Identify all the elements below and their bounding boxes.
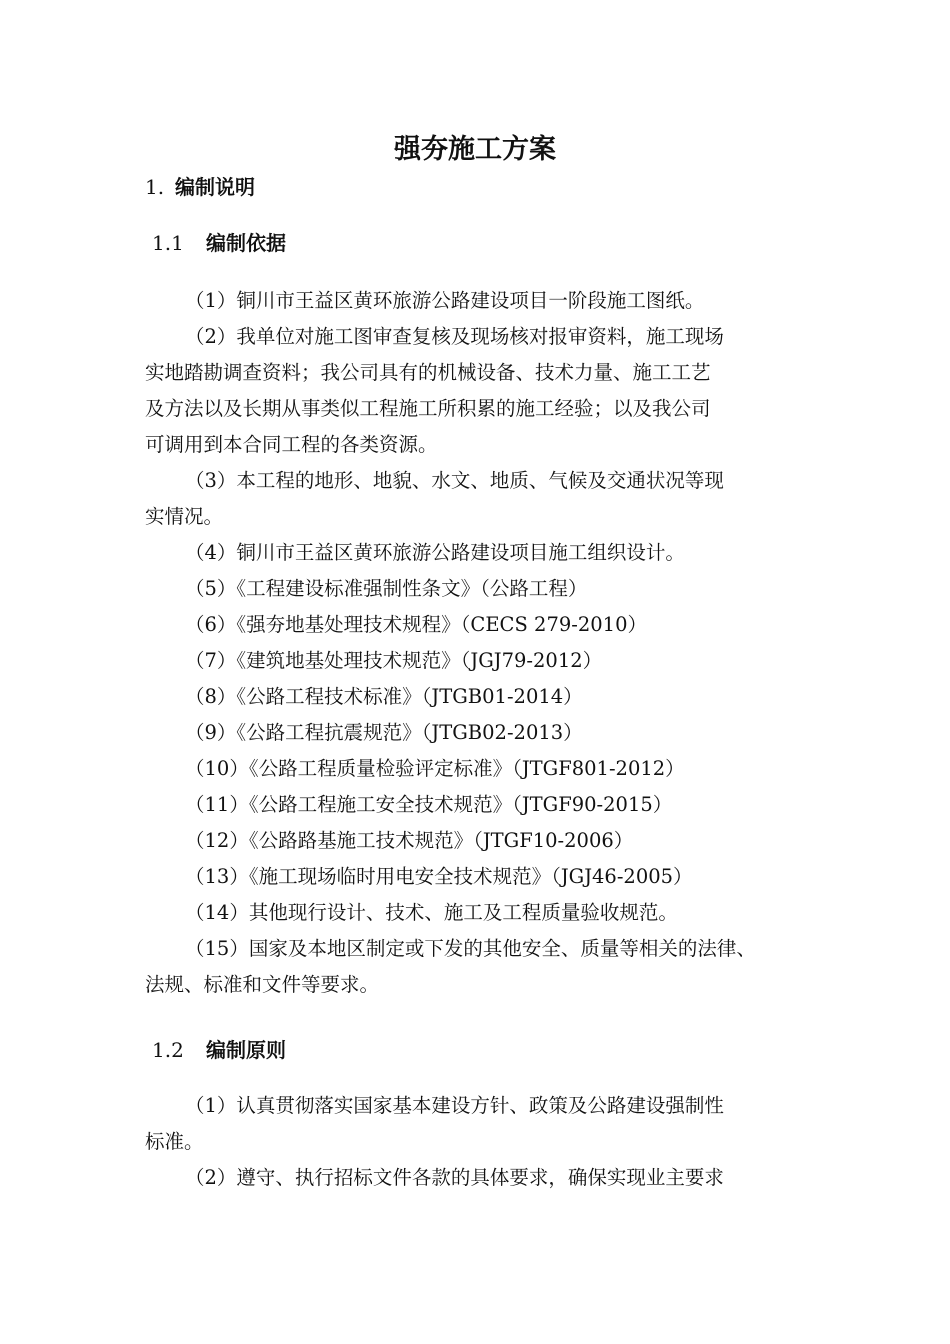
- list-item: （1）铜川市王益区黄环旅游公路建设项目一阶段施工图纸。: [185, 289, 705, 312]
- principles-list: [145, 1088, 825, 1196]
- subsection-title: 编制原则: [206, 1038, 286, 1062]
- document-title: 强夯施工方案: [394, 134, 556, 165]
- basis-list: [145, 283, 825, 1003]
- list-item: （5）《工程建设标准强制性条文》（公路工程）: [185, 577, 588, 600]
- subsection-number: 1.1: [152, 231, 184, 255]
- section-title: 编制说明: [175, 175, 255, 199]
- subsection-heading-1-1: [152, 228, 286, 258]
- section-number: 1.: [145, 175, 165, 199]
- list-item: （10）《公路工程质量检验评定标准》（JTGF801-2012）: [185, 757, 685, 780]
- section-heading-1: [145, 172, 255, 202]
- list-item: （12）《公路路基施工技术规范》（JTGF10-2006）: [185, 829, 634, 852]
- subsection-title: 编制依据: [206, 231, 286, 255]
- list-item: （2）遵守、执行招标文件各款的具体要求，确保实现业主要求: [185, 1166, 724, 1189]
- list-item: （13）《施工现场临时用电安全技术规范》（JGJ46-2005）: [185, 865, 693, 888]
- subsection-number: 1.2: [152, 1038, 184, 1062]
- subsection-heading-1-2: [152, 1035, 286, 1065]
- list-item: （9）《公路工程抗震规范》（JTGB02-2013）: [185, 721, 583, 744]
- list-item: （7）《建筑地基处理技术规范》（JGJ79-2012）: [185, 649, 603, 672]
- list-item: （11）《公路工程施工安全技术规范》（JTGF90-2015）: [185, 793, 673, 816]
- list-item: （14）其他现行设计、技术、施工及工程质量验收规范。: [185, 901, 678, 924]
- list-item: （3）本工程的地形、地貌、水文、地质、气候及交通状况等现 实情况。: [145, 469, 724, 528]
- list-item: （4）铜川市王益区黄环旅游公路建设项目施工组织设计。: [185, 541, 685, 564]
- list-item: （6）《强夯地基处理技术规程》（CECS 279-2010）: [185, 613, 647, 636]
- list-item: （8）《公路工程技术标准》（JTGB01-2014）: [185, 685, 583, 708]
- list-item: （15）国家及本地区制定或下发的其他安全、质量等相关的法律、 法规、标准和文件等要求。: [145, 937, 756, 996]
- list-item: （1）认真贯彻落实国家基本建设方针、政策及公路建设强制性 标准。: [145, 1094, 724, 1153]
- list-item: （2）我单位对施工图审查复核及现场核对报审资料，施工现场 实地踏勘调查资料；我公司具有的机械设备、技术力量、施工工艺 及方法以及长期从事类似工程施工所积累的施工经验；以及我公司 可调用到本合同工程的各类资源。: [145, 325, 724, 456]
